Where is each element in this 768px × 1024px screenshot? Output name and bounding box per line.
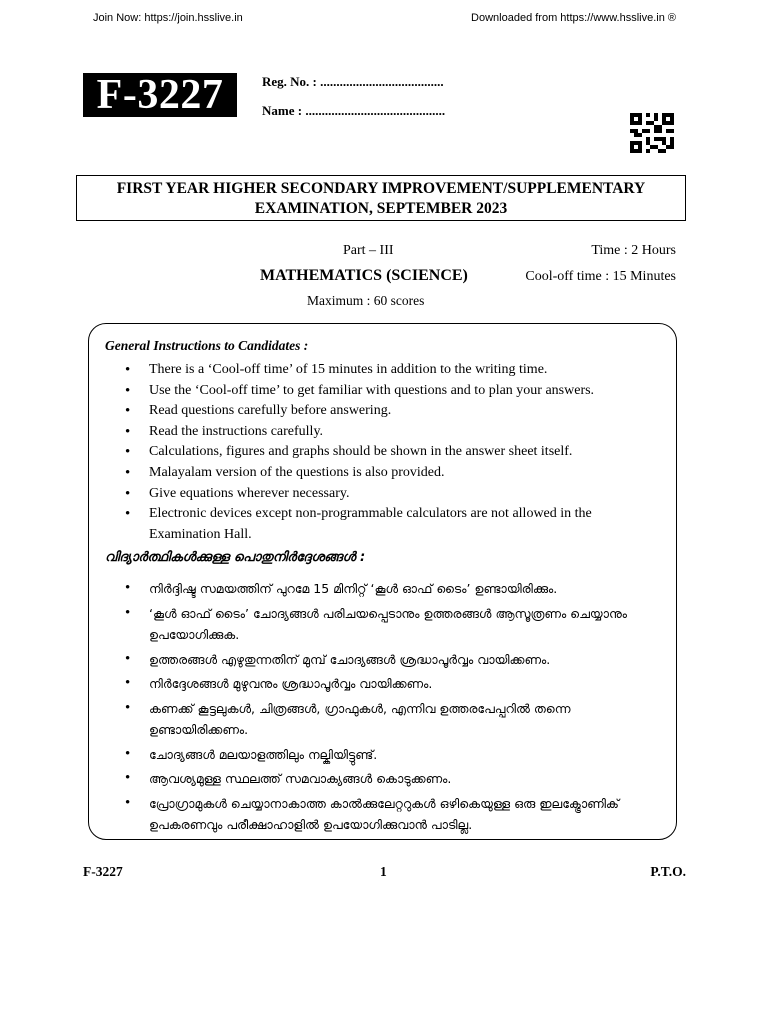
list-item: • ചോദ്യങ്ങൾ മലയാളത്തിലും നല്കിയിട്ടുണ്ട്. — [103, 744, 663, 766]
list-item: • Electronic devices except non-programmable calculators are not allowed in the Examination Hall. — [103, 504, 663, 545]
pto-label: P.T.O. — [650, 864, 686, 879]
list-item: • Read the instructions carefully. — [103, 422, 663, 443]
time-label: Time : 2 Hours — [591, 243, 676, 258]
instructions-heading: General Instructions to Candidates : — [105, 338, 309, 353]
list-item: • ഉത്തരങ്ങൾ എഴുതുന്നതിന് മുമ്പ് ചോദ്യങ്ങൾ ശ്രദ്ധാപൂർവ്വം വായിക്കണം. — [103, 649, 663, 671]
list-item: • നിർദ്ദിഷ്ട സമയത്തിന് പുറമേ 15 മിനിറ്റ് ‘കൂൾ ഓഫ് ടൈം’ ഉണ്ടായിരിക്കും. — [103, 578, 663, 600]
maximum-score-label: Maximum : 60 scores — [307, 293, 425, 308]
part-label: Part – III — [343, 243, 394, 258]
instructions-panel — [88, 323, 677, 840]
list-item: • Malayalam version of the questions is also provided. — [103, 463, 663, 484]
page-number: 1 — [380, 864, 387, 879]
list-item: • Give equations wherever necessary. — [103, 484, 663, 505]
paper-code-badge: F-3227 — [83, 73, 237, 117]
list-item: • പ്രോഗ്രാമുകൾ ചെയ്യാനാകാത്ത കാൽക്കുലേറ്ററുകൾ ഒഴികെയുള്ള ഒരു ഇലക്ട്രോണിക് ഉപകരണവും പരീക്ഷാഹാളിൽ ഉപയോഗിക്കുവാൻ പാടില്ല. — [103, 793, 663, 836]
list-item: • ‘കൂൾ ഓഫ് ടൈം’ ചോദ്യങ്ങൾ പരിചയപ്പെടാനും ഉത്തരങ്ങൾ ആസൂത്രണം ചെയ്യാനും ഉപയോഗിക്കുക. — [103, 603, 663, 646]
name-field: Name : ........................................... — [262, 103, 446, 118]
join-link[interactable]: Join Now: https://join.hsslive.in — [93, 12, 243, 24]
download-source-text: Downloaded from https://www.hsslive.in ® — [471, 12, 676, 24]
list-item: • There is a ‘Cool-off time’ of 15 minutes in addition to the writing time. — [103, 360, 663, 381]
qr-code-icon — [630, 113, 674, 153]
list-item: • Use the ‘Cool-off time’ to get familiar with questions and to plan your answers. — [103, 381, 663, 402]
malayalam-instructions-heading: വിദ്യാർത്ഥികൾക്കുള്ള പൊതുനിർദ്ദേശങ്ങൾ : — [105, 550, 366, 565]
exam-title-box — [76, 175, 686, 221]
subject-title: MATHEMATICS (SCIENCE) — [260, 267, 468, 284]
list-item: • Calculations, figures and graphs should be shown in the answer sheet itself. — [103, 442, 663, 463]
malayalam-instructions-list — [103, 578, 663, 839]
reg-no-field: Reg. No. : ...................................... — [262, 74, 444, 89]
footer-paper-code: F-3227 — [83, 864, 123, 879]
english-instructions-list — [103, 360, 663, 545]
exam-title-line-2: EXAMINATION, SEPTEMBER 2023 — [254, 200, 508, 217]
exam-title-line-1: FIRST YEAR HIGHER SECONDARY IMPROVEMENT/SUPPLEMENTARY — [116, 180, 646, 197]
list-item: • കണക്ക് കൂട്ടലുകൾ, ചിത്രങ്ങൾ, ഗ്രാഫുകൾ, എന്നിവ ഉത്തരപേപ്പറിൽ തന്നെ ഉണ്ടായിരിക്കണം. — [103, 698, 663, 741]
cool-off-label: Cool-off time : 15 Minutes — [525, 269, 676, 284]
list-item: • ആവശ്യമുള്ള സ്ഥലത്ത് സമവാക്യങ്ങൾ കൊടുക്കണം. — [103, 768, 663, 790]
list-item: • Read questions carefully before answering. — [103, 401, 663, 422]
list-item: • നിർദ്ദേശങ്ങൾ മുഴുവനും ശ്രദ്ധാപൂർവ്വം വായിക്കണം. — [103, 673, 663, 695]
